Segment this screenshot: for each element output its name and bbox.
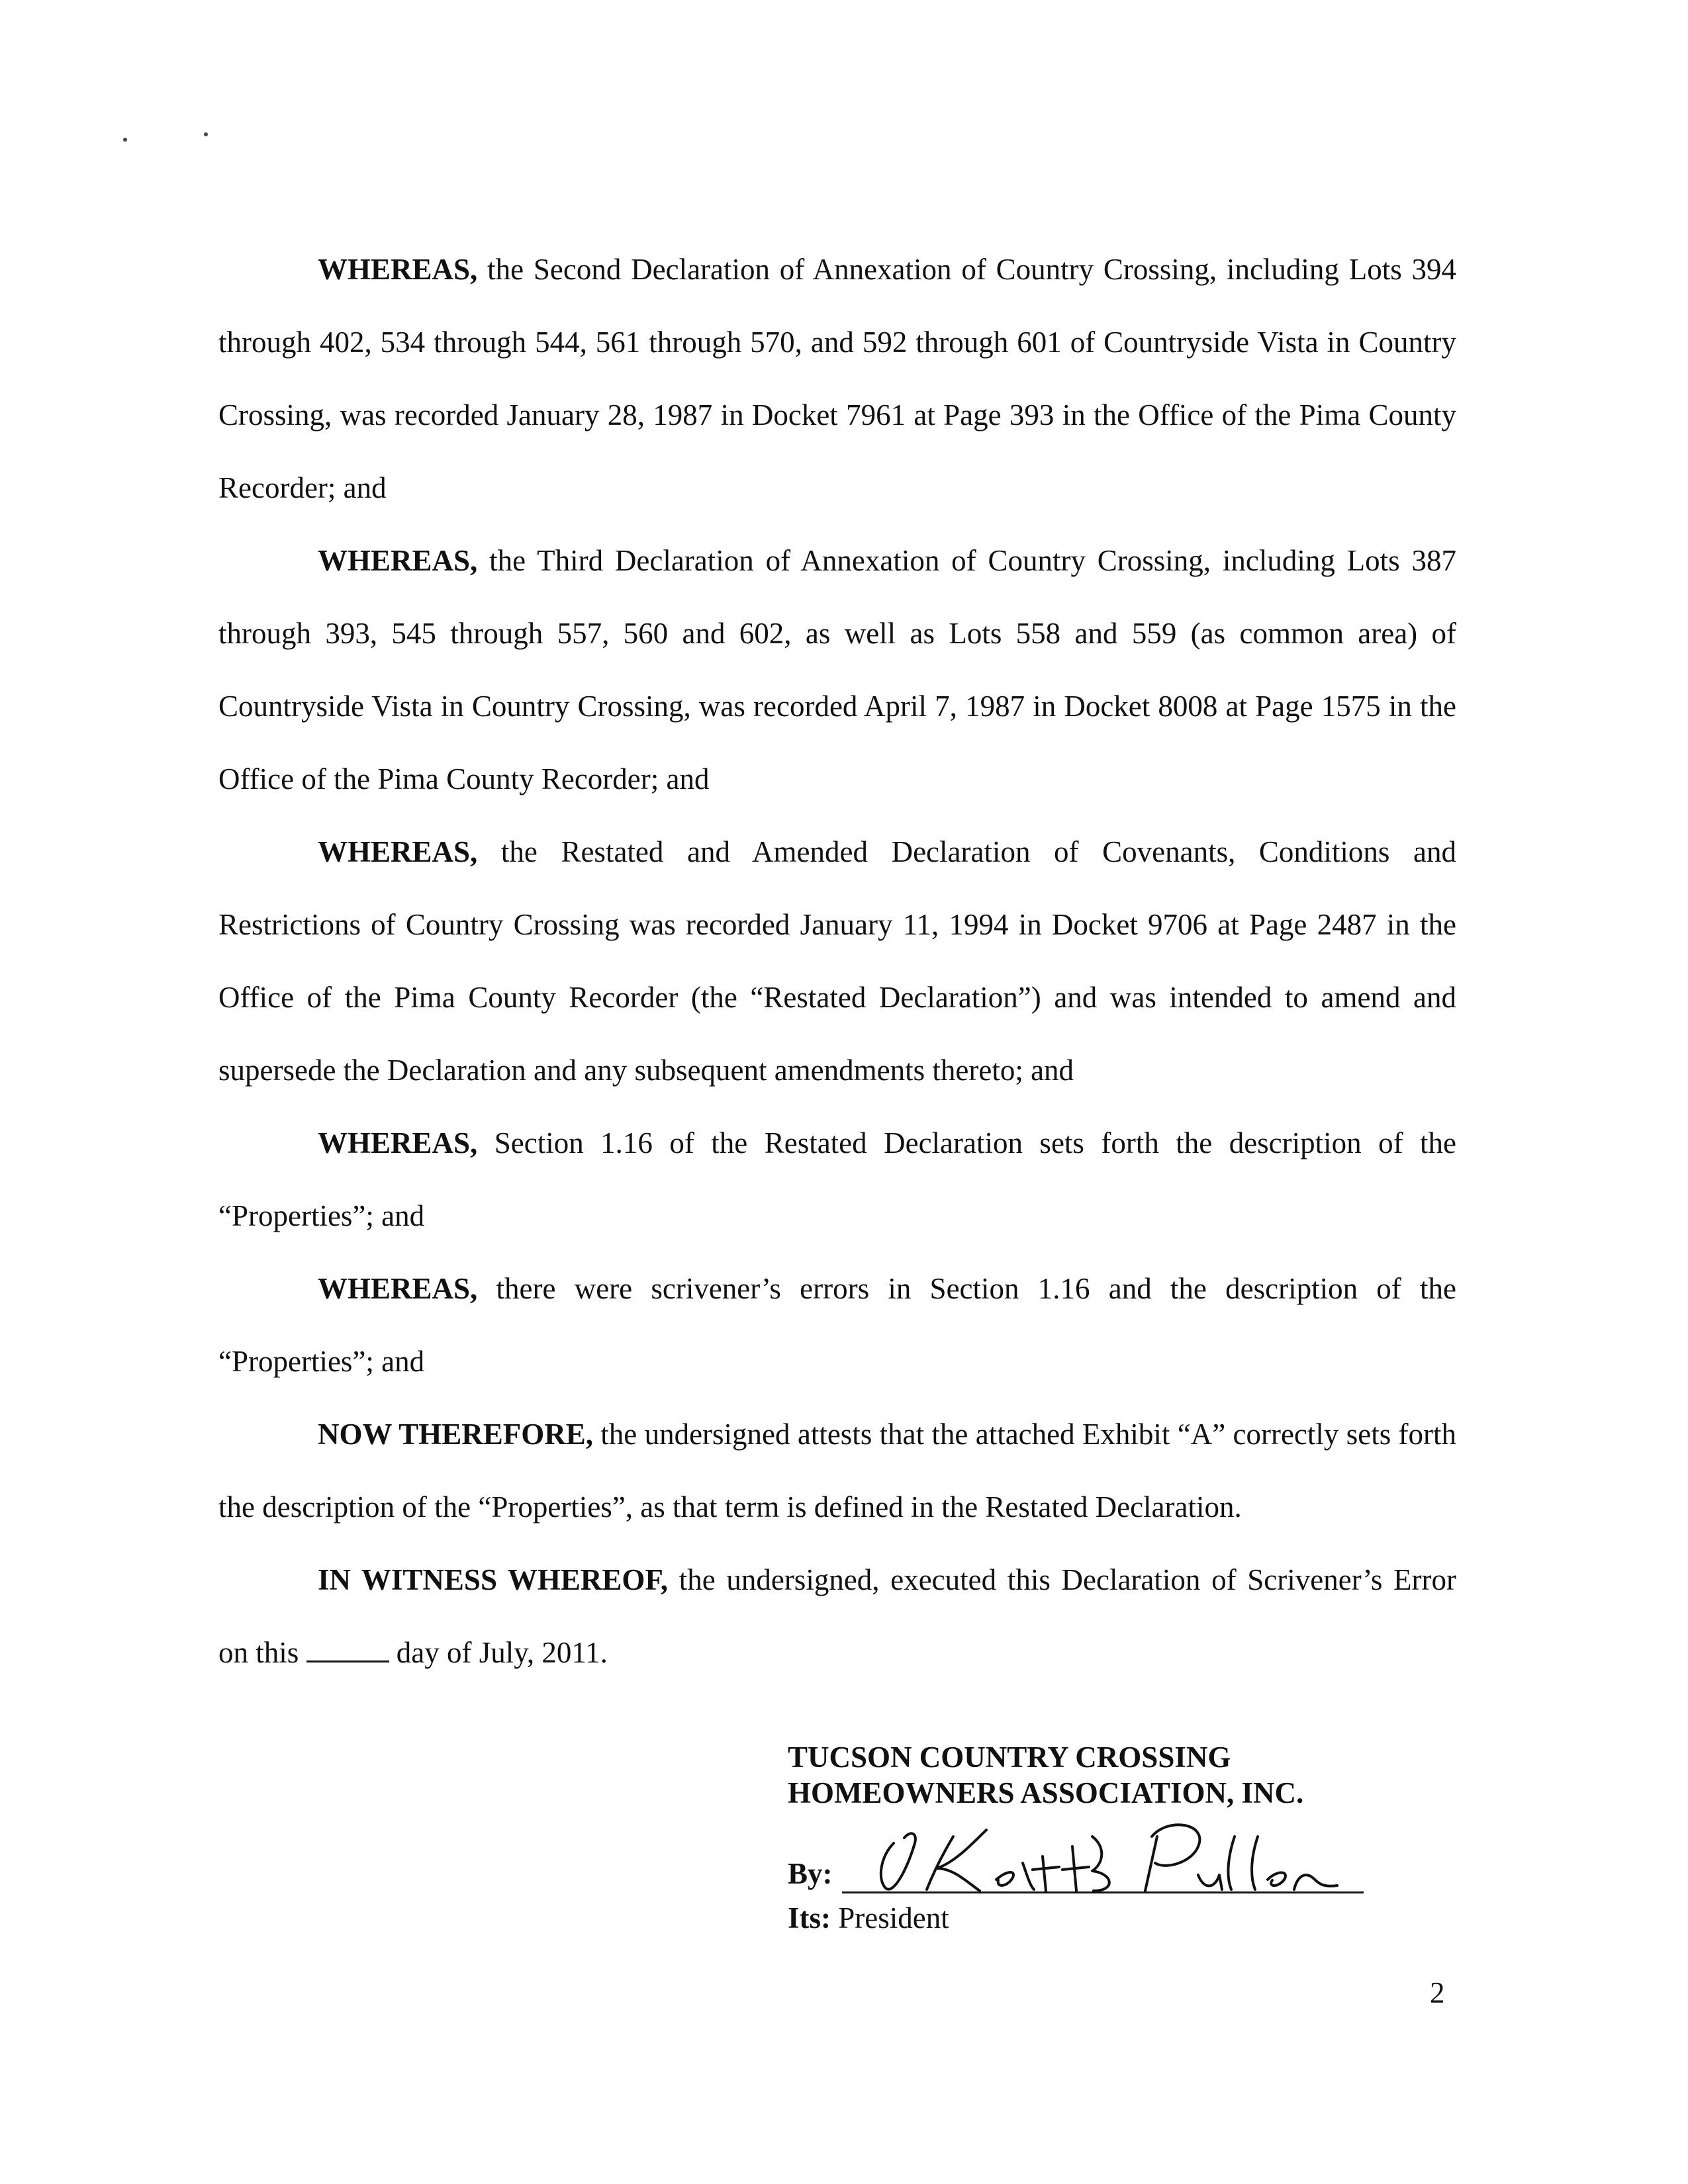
recital-paragraph <box>218 524 1456 815</box>
recital-lead: WHEREAS, <box>318 544 478 577</box>
recital-paragraph <box>218 233 1456 524</box>
recital-lead: WHEREAS, <box>318 1126 478 1160</box>
recital-paragraph <box>218 1252 1456 1398</box>
therefore-paragraph <box>218 1398 1456 1543</box>
therefore-text: the undersigned attests that the attached Exhibit “A” correctly sets forth the description of the “Properties”, as that term is defined in the Restated Declaration. <box>218 1418 1456 1524</box>
therefore-lead: NOW THEREFORE, <box>318 1418 593 1451</box>
witness-lead: IN WITNESS WHEREOF, <box>318 1563 668 1596</box>
declaration-body <box>218 233 1456 1689</box>
signer-title <box>788 1901 949 1935</box>
day-blank-line <box>306 1641 389 1662</box>
by-label: By: <box>788 1857 833 1890</box>
recital-lead: WHEREAS, <box>318 253 478 286</box>
recital-text: Section 1.16 of the Restated Declaration sets forth the description of the “Properties”; and <box>218 1126 1456 1232</box>
scan-speck <box>204 132 208 136</box>
witness-date-text: day of July, 2011. <box>389 1636 608 1669</box>
recital-lead: WHEREAS, <box>318 1272 478 1305</box>
recital-paragraph <box>218 1107 1456 1252</box>
page-number: 2 <box>1430 1976 1445 2009</box>
witness-text: the undersigned, executed this Declaration of Scrivener’s Error on this <box>218 1563 1456 1669</box>
witness-paragraph <box>218 1543 1456 1689</box>
recital-text: the Second Declaration of Annexation of Country Crossing, including Lots 394 through 402, 534 through 544, 561 through 570, and 592 through 601 of Countryside Vista in Country Crossing, was recorded January 28, 1987 in Docket 7961 at Page 393 in the Office of the Pima County Recorder; and <box>218 253 1456 504</box>
association-name-line-2: HOMEOWNERS ASSOCIATION, INC. <box>788 1776 1304 1809</box>
recital-text: the Third Declaration of Annexation of Country Crossing, including Lots 387 through 393, 545 through 557, 560 and 602, as well as Lots 558 and 559 (as common area) of Countryside Vista in Country Crossing, was recorded April 7, 1987 in Docket 8008 at Page 1575 in the Office of the Pima County Recorder; and <box>218 544 1456 796</box>
recital-text: the Restated and Amended Declaration of Covenants, Conditions and Restrictions of Country Crossing was recorded January 11, 1994 in Docket 9706 at Page 2487 in the Office of the Pima County Recorder (the “Restated Declaration”) and was intended to amend and supersede the Declaration and any subsequent amendments thereto; and <box>218 835 1456 1087</box>
scan-speck <box>123 138 127 142</box>
its-label: Its: <box>788 1901 831 1934</box>
association-name <box>788 1739 1303 1811</box>
recital-paragraph <box>218 815 1456 1107</box>
its-value: President <box>831 1901 949 1934</box>
recital-text: there were scrivener’s errors in Section 1.16 and the description of the “Properties”; and <box>218 1272 1456 1378</box>
handwritten-signature <box>854 1817 1344 1896</box>
recital-lead: WHEREAS, <box>318 835 478 868</box>
signature-line <box>788 1817 1364 1903</box>
association-name-line-1: TUCSON COUNTRY CROSSING <box>788 1741 1231 1774</box>
